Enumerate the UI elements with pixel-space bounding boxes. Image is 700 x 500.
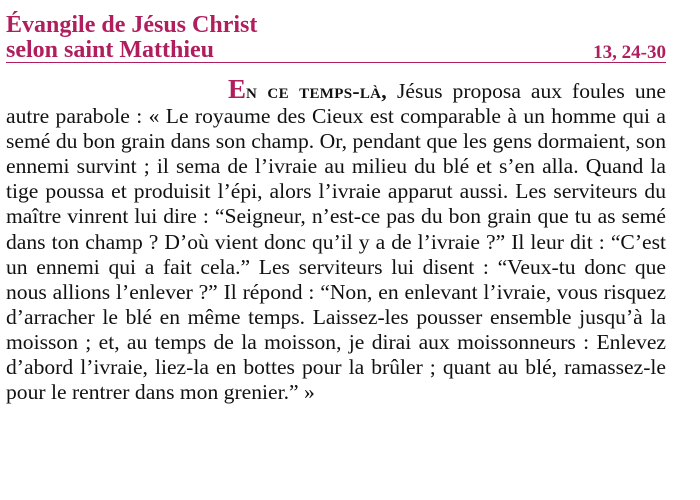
gospel-title-line-2: selon saint Matthieu <box>6 37 215 63</box>
passage-text: Jésus proposa aux foules une autre parabole : « Le royaume des Cieux est comparable à un homme qui a semé du bon grain dans son champ. Or, pendant que les gens dormaient, son ennemi survint ; il sema de l’ivraie au milieu du blé et s’en alla. Quand la tige poussa et produisit l’épi, alors l’ivraie apparut aussi. Les serviteurs du maître vinrent lui dire : “Seigneur, n’est-ce pas du bon grain que tu as semé dans ton champ ? D’où vient donc qu’il y a de l’ivraie ?” Il leur dit : “C’est un ennemi qui a fait cela.” Les serviteurs lui disent : “Veux-tu donc que nous allions l’enlever ?” Il répond : “Non, en enlevant l’ivraie, vous risquez d’arracher le blé en même temps. Laissez-les pousser ensemble jusqu’à la moisson ; et, au temps de la moisson, je dirai aux moissonneurs : Enlevez d’abord l’ivraie, liez-la en bottes pour la brûler ; quant au blé, ramassez-le pour le rentrer dans mon grenier.” » <box>6 79 666 405</box>
passage-initial-letter: E <box>228 74 247 104</box>
passage-opening-words: n ce temps-là, <box>246 79 387 103</box>
gospel-passage <box>6 76 666 405</box>
passage-paragraph <box>6 76 666 405</box>
gospel-title-line-1: Évangile de Jésus Christ <box>6 12 258 38</box>
gospel-heading <box>6 6 666 63</box>
verse-reference: 13, 24-30 <box>593 42 666 63</box>
